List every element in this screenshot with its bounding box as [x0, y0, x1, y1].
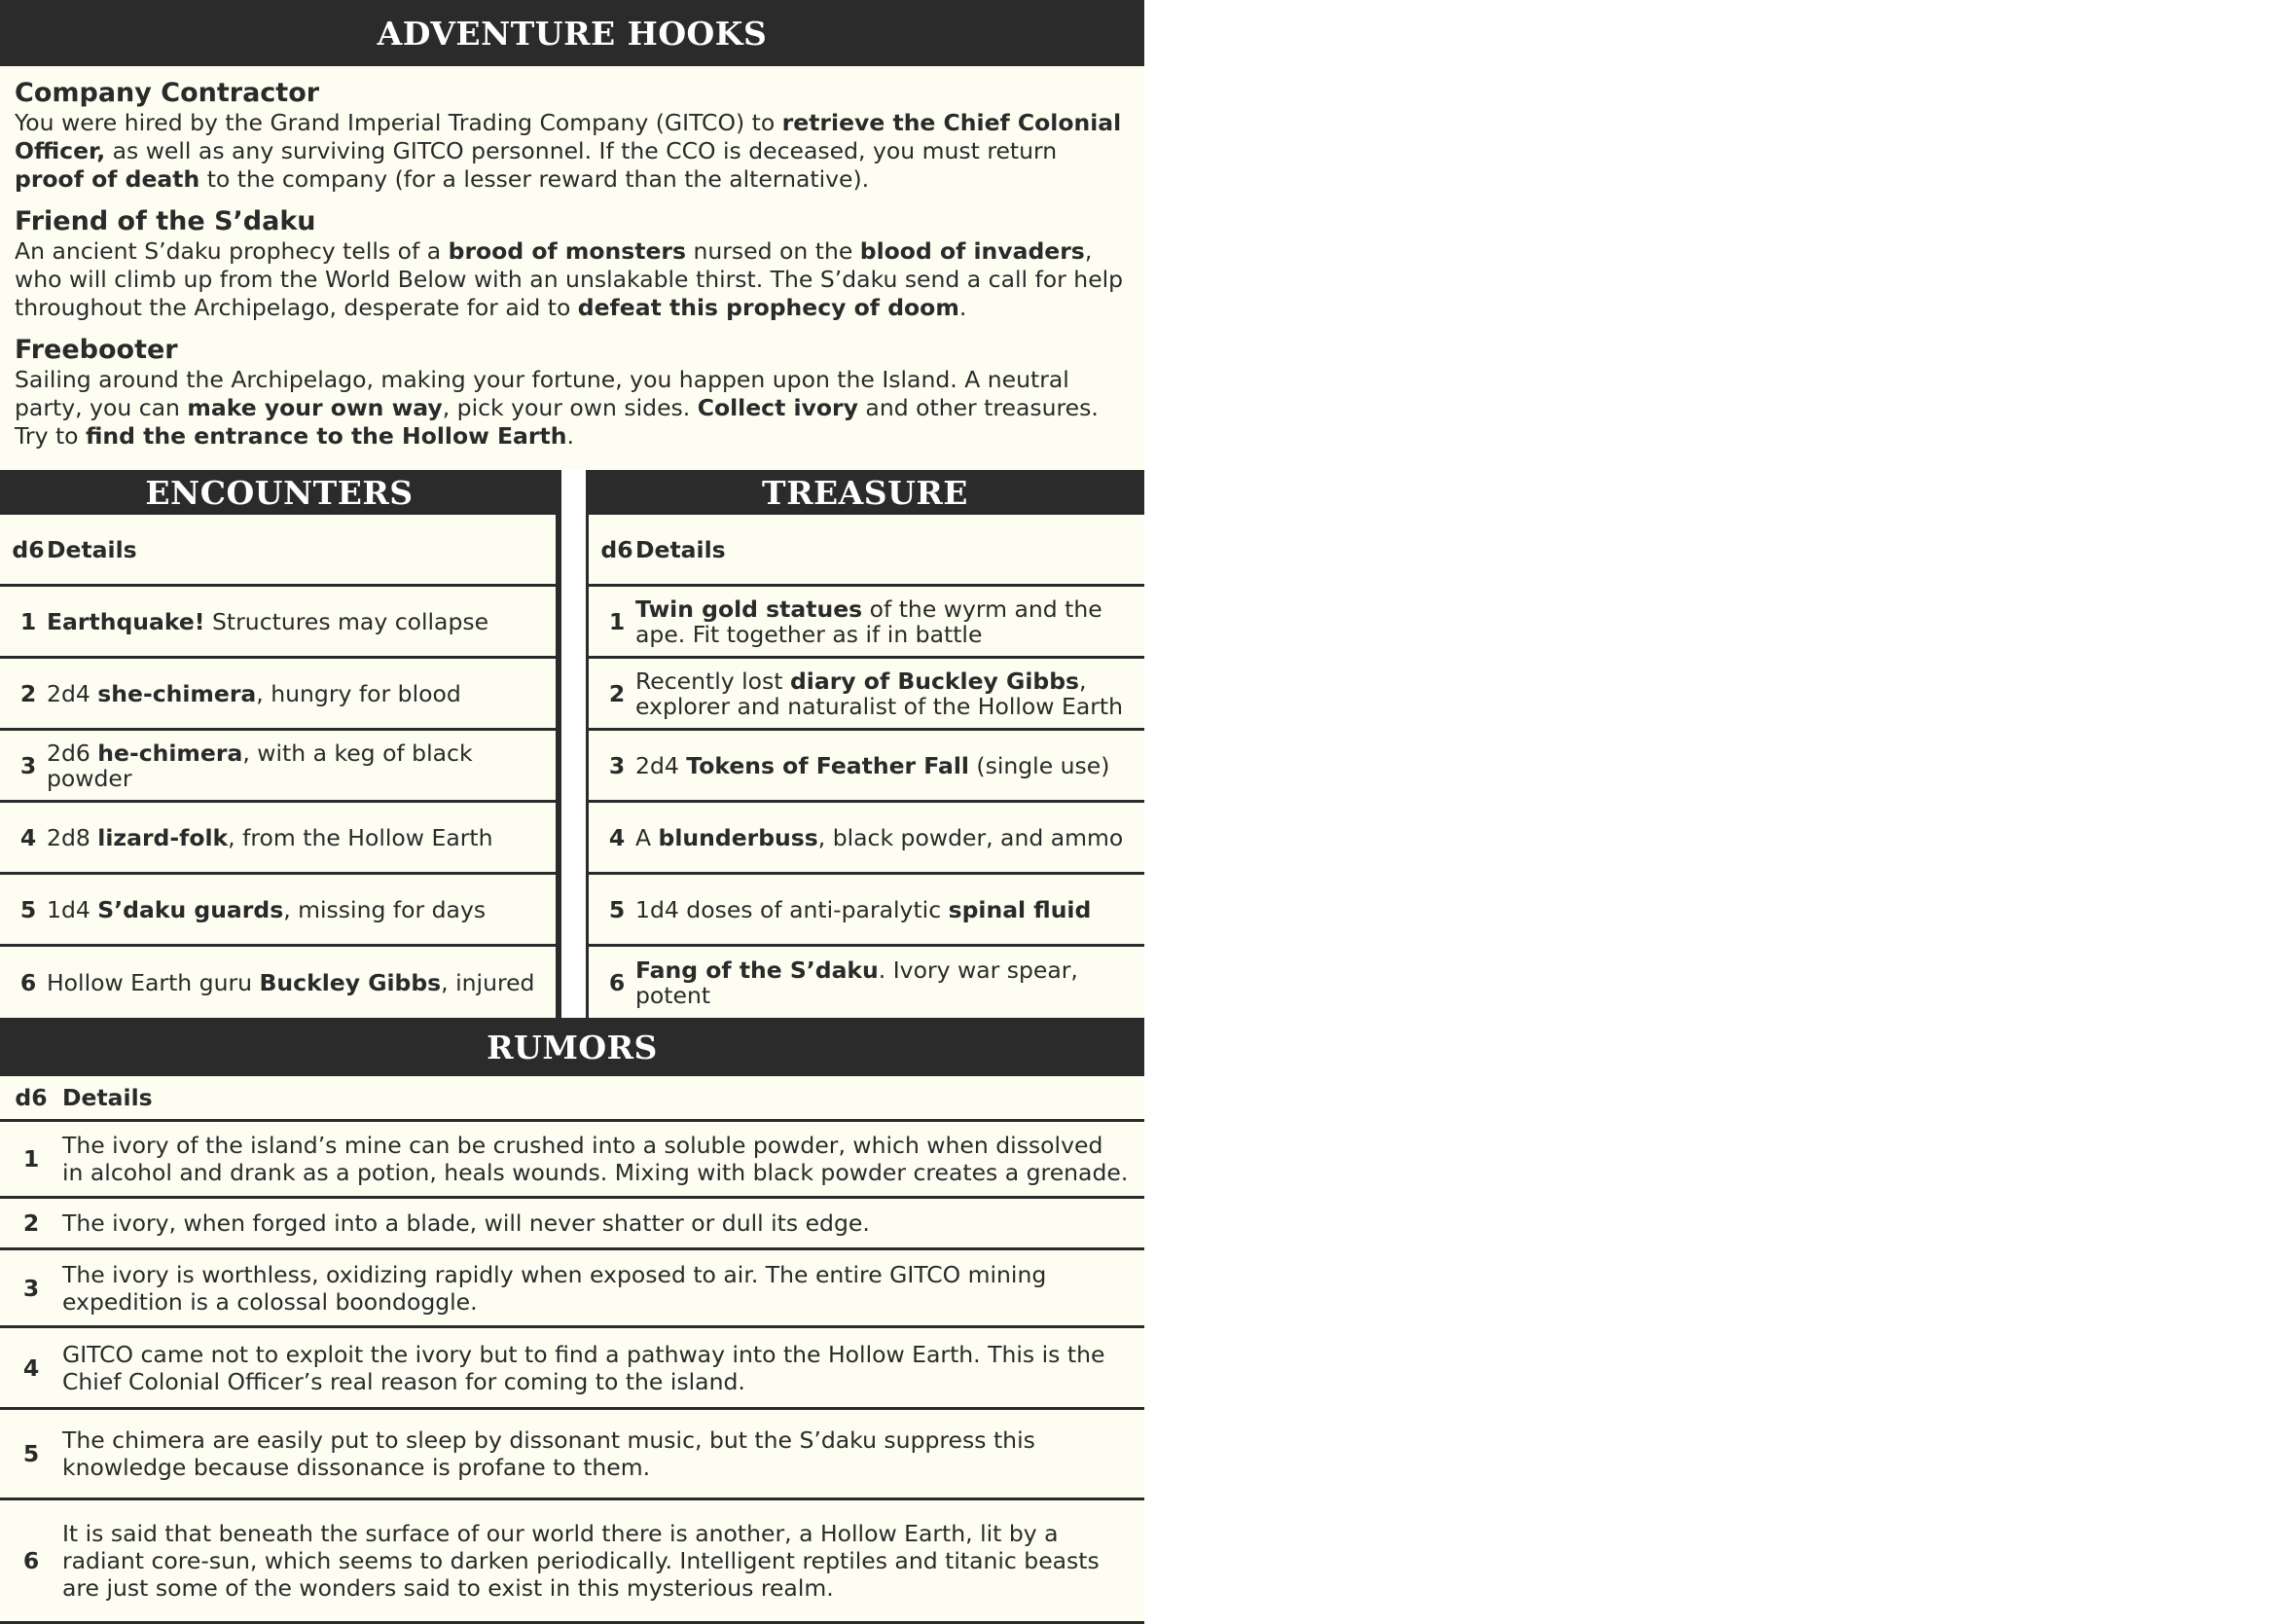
emphasis-text: spinal fluid — [948, 895, 1092, 923]
row-details: It is said that beneath the surface of our world there is another, a Hollow Earth, lit by a radiant core-sun, which seems to darken periodically. Intelligent reptiles and titanic beasts are just some of the wonders said to exist in this mysterious realm. — [62, 1520, 1100, 1602]
row-details — [635, 596, 1144, 647]
emphasis-text: Fang of the S’daku — [635, 956, 879, 984]
table-row — [0, 587, 556, 659]
hook — [15, 206, 1130, 322]
body-text: nursed on the — [685, 237, 860, 265]
body-text: and other treasures. Try to — [15, 394, 1099, 450]
body-text: An ancient S’daku prophecy tells of a — [15, 237, 449, 265]
row-details — [47, 609, 496, 634]
column-header-details: Details — [47, 535, 137, 563]
emphasis-text: diary of Buckley Gibbs — [789, 667, 1080, 695]
encounters-heading: ENCOUNTERS — [0, 470, 559, 515]
body-text: Recently lost — [635, 667, 790, 695]
adventure-hooks-heading: ADVENTURE HOOKS — [0, 0, 1144, 66]
row-details: GITCO came not to exploit the ivory but to find a pathway into the Hollow Earth. This is the Chief Colonial Officer’s real reason for coming to the island. — [62, 1340, 1105, 1395]
row-number: 4 — [22, 1353, 40, 1382]
encounters-table — [0, 470, 559, 1018]
emphasis-text: Tokens of Feather Fall — [686, 751, 969, 779]
body-text: , from the Hollow Earth — [228, 823, 493, 851]
body-text: to the company (for a lesser reward than the alternative). — [199, 165, 870, 193]
table-row — [0, 1250, 1144, 1328]
row-details — [47, 681, 469, 706]
emphasis-text: S’daku guards — [97, 895, 284, 923]
hook-title: Friend of the S’daku — [15, 206, 316, 236]
column-divider — [559, 470, 586, 1018]
row-details — [635, 825, 1131, 850]
row-number: 4 — [608, 823, 626, 851]
table-row — [0, 1199, 1144, 1250]
emphasis-text: Twin gold statues — [635, 595, 863, 623]
row-number: 1 — [22, 1145, 40, 1173]
rumors-body — [0, 1076, 1144, 1624]
emphasis-text: blunderbuss — [658, 823, 818, 851]
table-row — [589, 803, 1144, 875]
column-header-d6: d6 — [600, 535, 633, 563]
table-header-row — [0, 1076, 1144, 1122]
body-text: Sailing around the Archipelago, making your fortune, you happen upon the Island. A neutral party, you can — [15, 366, 1069, 421]
rumors-heading: RUMORS — [0, 1018, 1144, 1076]
row-details — [635, 753, 1117, 778]
hook-text — [15, 366, 1130, 451]
row-number: 5 — [19, 895, 37, 923]
table-row — [0, 875, 556, 947]
body-text: . — [566, 422, 574, 450]
emphasis-text: Buckley Gibbs — [259, 968, 442, 996]
treasure-body — [586, 515, 1144, 1018]
body-text: , injured — [441, 968, 535, 996]
row-details — [47, 740, 556, 791]
table-row — [589, 731, 1144, 803]
row-number: 5 — [608, 895, 626, 923]
body-text: A — [635, 823, 659, 851]
emphasis-text: defeat this prophecy of doom — [577, 294, 959, 321]
table-row — [0, 1122, 1144, 1199]
column-header-details: Details — [635, 535, 726, 563]
emphasis-text: retrieve the Chief Colonial Officer, — [15, 109, 1122, 164]
column-header-details: Details — [62, 1084, 153, 1111]
row-details — [47, 897, 493, 922]
row-details: The ivory, when forged into a blade, will never shatter or dull its edge. — [62, 1209, 870, 1237]
body-text: . Ivory war spear, potent — [635, 956, 1078, 1009]
body-text: 2d4 — [47, 679, 98, 707]
table-row — [0, 659, 556, 731]
row-number: 4 — [19, 823, 37, 851]
hook-title: Company Contractor — [15, 78, 320, 108]
emphasis-text: Collect ivory — [697, 394, 858, 421]
emphasis-text: Earthquake! — [47, 607, 205, 635]
row-number: 3 — [608, 751, 626, 779]
row-number: 1 — [19, 607, 37, 635]
body-text: , pick your own sides. — [442, 394, 698, 421]
encounters-body — [0, 515, 559, 1018]
table-row — [589, 659, 1144, 731]
row-details: The ivory is worthless, oxidizing rapidly when exposed to air. The entire GITCO mining expedition is a colossal boondoggle. — [62, 1260, 1047, 1316]
row-details — [635, 897, 1099, 922]
table-row — [0, 1500, 1144, 1624]
row-details — [635, 668, 1144, 719]
body-text: , missing for days — [283, 895, 487, 923]
table-row — [0, 1410, 1144, 1500]
column-header-d6: d6 — [12, 535, 45, 563]
table-header-row — [589, 515, 1144, 587]
emphasis-text: find the entrance to the Hollow Earth — [86, 422, 567, 450]
row-number: 3 — [19, 751, 37, 779]
emphasis-text: lizard-folk — [97, 823, 229, 851]
table-header-row — [0, 515, 556, 587]
body-text: 1d4 doses of anti-paralytic — [635, 895, 949, 923]
body-text: , hungry for blood — [256, 679, 461, 707]
row-number: 6 — [608, 968, 626, 996]
body-text: , with a keg of black powder — [47, 739, 473, 792]
body-text: (single use) — [968, 751, 1110, 779]
row-number: 2 — [22, 1209, 40, 1237]
emphasis-text: blood of invaders — [859, 237, 1085, 265]
row-number: 2 — [19, 679, 37, 707]
table-row — [589, 947, 1144, 1018]
hook — [15, 78, 1130, 194]
hook-text — [15, 109, 1130, 194]
row-details — [635, 957, 1144, 1008]
hook — [15, 335, 1130, 451]
table-row — [0, 947, 556, 1018]
row-number: 6 — [22, 1547, 40, 1574]
body-text: Structures may collapse — [204, 607, 489, 635]
body-text: , black powder, and ammo — [817, 823, 1124, 851]
hook-text — [15, 237, 1130, 322]
row-details — [47, 970, 542, 995]
row-number: 6 — [19, 968, 37, 996]
table-row — [589, 875, 1144, 947]
row-details — [47, 825, 501, 850]
row-number: 2 — [608, 679, 626, 707]
treasure-table — [586, 470, 1144, 1018]
treasure-heading: TREASURE — [586, 470, 1144, 515]
row-details: The ivory of the island’s mine can be crushed into a soluble powder, which when dissolved in alcohol and drank as a potion, heals wounds. Mixing with black powder creates a grenade. — [62, 1132, 1129, 1186]
row-number: 5 — [22, 1440, 40, 1467]
emphasis-text: make your own way — [187, 394, 443, 421]
emphasis-text: brood of monsters — [448, 237, 686, 265]
table-row — [0, 803, 556, 875]
body-text: , who will climb up from the World Below with an unslakable thirst. The S’daku send a call for help throughout the Archipelago, desperate for aid to — [15, 237, 1124, 321]
adventure-hooks-section — [0, 66, 1144, 470]
table-row — [0, 731, 556, 803]
tables-row — [0, 470, 1144, 1018]
body-text: 2d8 — [47, 823, 98, 851]
body-text: 1d4 — [47, 895, 98, 923]
row-number: 1 — [608, 607, 626, 635]
table-row — [589, 587, 1144, 659]
rumors-table — [0, 1018, 1144, 1624]
body-text: 2d4 — [635, 751, 687, 779]
row-details: The chimera are easily put to sleep by dissonant music, but the S’daku suppress this knowledge because dissonance is profane to them. — [62, 1426, 1035, 1481]
body-text: of the wyrm and the ape. Fit together as if in battle — [635, 595, 1102, 648]
row-number: 3 — [22, 1274, 40, 1302]
body-text: Hollow Earth guru — [47, 968, 260, 996]
body-text: , explorer and naturalist of the Hollow Earth — [635, 667, 1123, 720]
body-text: You were hired by the Grand Imperial Trading Company (GITCO) to — [15, 109, 782, 136]
reference-sheet — [0, 0, 1144, 1602]
emphasis-text: she-chimera — [97, 679, 257, 707]
emphasis-text: he-chimera — [97, 739, 243, 767]
body-text: . — [958, 294, 967, 321]
emphasis-text: proof of death — [15, 165, 200, 193]
body-text: 2d6 — [47, 739, 98, 767]
column-header-d6: d6 — [15, 1084, 48, 1111]
table-row — [0, 1328, 1144, 1410]
body-text: as well as any surviving GITCO personnel. If the CCO is deceased, you must return — [105, 137, 1058, 164]
hook-title: Freebooter — [15, 335, 178, 365]
